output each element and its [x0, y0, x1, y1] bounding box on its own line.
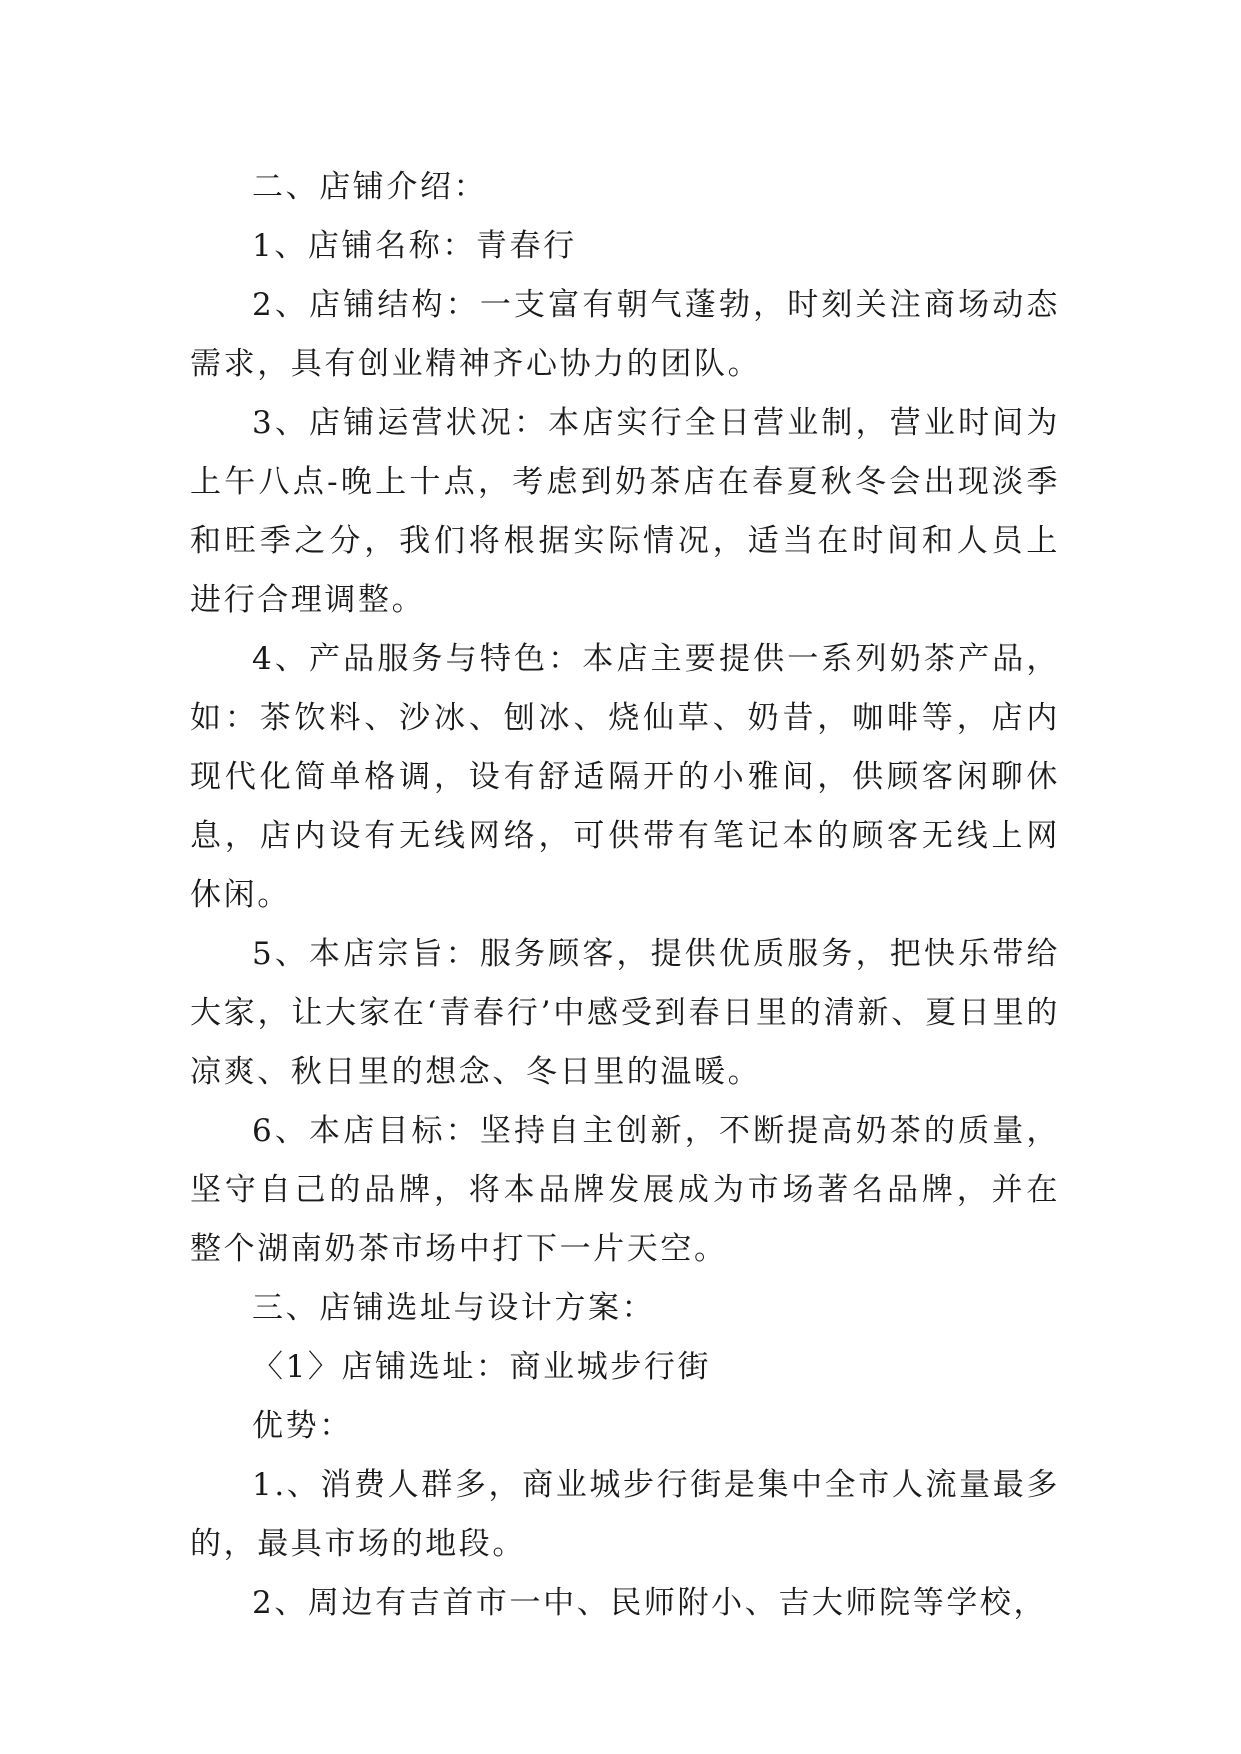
paragraph-advantage-2: 2、周边有吉首市一中、民师附小、吉大师院等学校， [252, 1585, 1048, 1621]
paragraph-store-name: 1、店铺名称：青春行 [252, 228, 577, 264]
paragraph-advantages-heading: 优势： [252, 1408, 353, 1444]
paragraph-store-purpose: 5、本店宗旨：服务顾客，提供优质服务，把快乐带给大家，让大家在‘青春行’中感受到春日里的清新、夏日里的凉爽、秋日里的想念、冬日里的温暖。 [190, 936, 1060, 1090]
section-heading-store-intro: 二、店铺介绍： [252, 169, 488, 205]
paragraph-products-services: 4、产品服务与特色：本店主要提供一系列奶茶产品，如：茶饮料、沙冰、刨冰、烧仙草、奶昔，咖啡等，店内现代化简单格调，设有舒适隔开的小雅间，供顾客闲聊休息，店内设有无线网络，可供带有笔记本的顾客无线上网休闲。 [190, 641, 1060, 913]
paragraph-advantage-1: 1.、消费人群多，商业城步行街是集中全市人流量最多的，最具市场的地段。 [190, 1467, 1060, 1562]
section-heading-location-design: 三、店铺选址与设计方案： [252, 1290, 656, 1326]
paragraph-store-operations: 3、店铺运营状况：本店实行全日营业制，营业时间为上午八点-晚上十点，考虑到奶茶店在春夏秋冬会出现淡季和旺季之分，我们将根据实际情况，适当在时间和人员上进行合理调整。 [190, 405, 1060, 618]
paragraph-store-goal: 6、本店目标：坚持自主创新，不断提高奶茶的质量，坚守自己的品牌，将本品牌发展成为市场著名品牌，并在整个湖南奶茶市场中打下一片天空。 [190, 1113, 1060, 1267]
paragraph-store-structure: 2、店铺结构：一支富有朝气蓬勃，时刻关注商场动态需求，具有创业精神齐心协力的团队。 [190, 287, 1060, 382]
paragraph-store-location: 〈1〉店铺选址：商业城步行街 [252, 1349, 712, 1385]
document-body [190, 158, 1060, 1633]
